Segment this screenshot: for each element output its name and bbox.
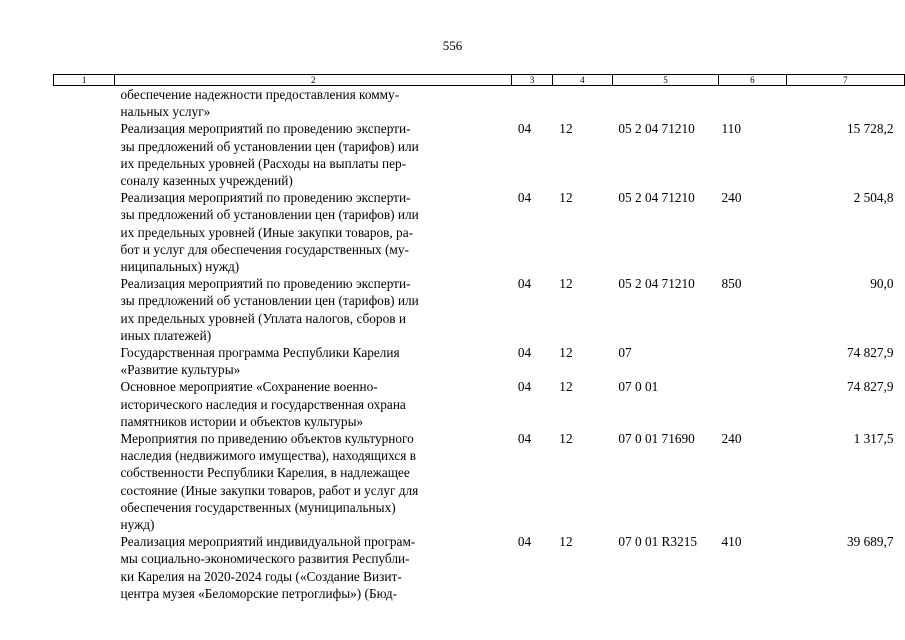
row-target-article: 07 0 01 71690: [618, 431, 695, 447]
description-line: их предельных уровней (Уплата налогов, сборов и: [120, 310, 406, 326]
description-line: центра музея «Беломорские петроглифы») (Бюд-: [120, 585, 398, 601]
row-amount: 74 827,9: [846, 345, 894, 361]
header-col-2: 2: [115, 75, 512, 86]
description-line: зы предложений об установлении цен (тарифов) или: [120, 293, 419, 309]
row-target-article: 07 0 01 R3215: [618, 534, 698, 550]
description-line: «Развитие культуры»: [120, 362, 241, 378]
page-number: 556: [442, 38, 463, 53]
table-row: [54, 120, 905, 189]
header-col-3: 3: [512, 75, 552, 86]
row-subsection: [552, 86, 612, 121]
description-line: собственности Республики Карелия, в надлежащее: [120, 465, 410, 481]
description-line: соналу казенных учреждений): [120, 173, 293, 189]
table-row: [54, 430, 905, 533]
row-subsection: 12: [559, 190, 573, 206]
row-amount: 39 689,7: [846, 534, 894, 550]
row-target-article: 05 2 04 71210: [618, 276, 695, 292]
row-subsection: 12: [559, 276, 573, 292]
description-line: ки Карелия на 2020-2024 годы («Создание Визит-: [120, 568, 402, 584]
description-line: ниципальных) нужд): [120, 259, 240, 275]
row-section: 04: [517, 190, 532, 206]
row-description: [54, 344, 512, 378]
row-expense-type: [719, 378, 787, 430]
row-section: 04: [517, 379, 532, 395]
row-target-article: 07 0 01: [618, 379, 659, 395]
description-line: Реализация мероприятий по проведению эксперти-: [120, 121, 411, 137]
row-section: 04: [517, 345, 532, 361]
row-description: [54, 120, 512, 189]
description-line: Основное мероприятие «Сохранение военно-: [120, 379, 378, 395]
row-section: 04: [517, 431, 532, 447]
description-line: зы предложений об установлении цен (тарифов) или: [120, 138, 419, 154]
row-description: [54, 275, 512, 344]
row-section: [512, 86, 552, 121]
description-line: нальных услуг»: [120, 104, 211, 120]
row-subsection: 12: [559, 345, 573, 361]
table-row: [54, 86, 905, 121]
description-line: обеспечение надежности предоставления комму-: [120, 87, 400, 102]
description-line: исторического наследия и государственная охрана: [120, 396, 406, 412]
row-subsection: 12: [559, 534, 573, 550]
description-line: бот и услуг для обеспечения государственных (му-: [120, 241, 409, 257]
table-row: [54, 378, 905, 430]
row-target-article: [612, 86, 718, 121]
description-line: мы социально-экономического развития Республи-: [120, 551, 410, 567]
row-description: [54, 533, 512, 602]
description-line: Реализация мероприятий по проведению эксперти-: [120, 190, 411, 206]
description-line: состояние (Иные закупки товаров, работ и услуг для: [120, 482, 419, 498]
row-expense-type: [719, 86, 787, 121]
description-line: памятников истории и объектов культуры»: [120, 413, 364, 429]
row-description: [54, 430, 512, 533]
row-expense-type: 110: [721, 121, 741, 137]
row-target-article: 05 2 04 71210: [618, 121, 695, 137]
header-col-4: 4: [552, 75, 612, 86]
description-line: Мероприятия по приведению объектов культурного: [120, 431, 414, 447]
description-line: наследия (недвижимого имущества), находящихся в: [120, 448, 416, 464]
description-line: Государственная программа Республики Карелия: [120, 345, 400, 361]
row-amount: 1 317,5: [853, 431, 894, 447]
row-amount: [786, 86, 904, 121]
description-line: обеспечения государственных (муниципальных): [120, 499, 396, 515]
row-expense-type: [719, 344, 787, 378]
description-line: их предельных уровней (Расходы на выплаты пер-: [120, 155, 407, 171]
row-amount: 74 827,9: [846, 379, 894, 395]
row-subsection: 12: [559, 121, 573, 137]
row-expense-type: 410: [721, 534, 742, 550]
row-target-article: 07: [618, 345, 632, 361]
row-description: [54, 86, 512, 121]
table-header: [54, 75, 905, 86]
description-line: Реализация мероприятий по проведению эксперти-: [120, 276, 411, 292]
row-description: [54, 189, 512, 275]
row-section: 04: [517, 534, 532, 550]
row-expense-type: 240: [721, 431, 742, 447]
row-subsection: 12: [559, 379, 573, 395]
description-line: зы предложений об установлении цен (тарифов) или: [120, 207, 419, 223]
row-amount: 15 728,2: [846, 121, 894, 137]
row-description: [54, 378, 512, 430]
description-line: их предельных уровней (Иные закупки товаров, ра-: [120, 224, 414, 240]
row-amount: 90,0: [870, 276, 894, 292]
row-section: 04: [517, 121, 532, 137]
row-target-article: 05 2 04 71210: [618, 190, 695, 206]
table-row: [54, 344, 905, 378]
header-col-5: 5: [612, 75, 718, 86]
row-expense-type: 850: [721, 276, 742, 292]
table-body: [54, 86, 905, 603]
row-amount: 2 504,8: [853, 190, 894, 206]
description-line: Реализация мероприятий индивидуальной програм-: [120, 534, 416, 550]
header-col-6: 6: [719, 75, 787, 86]
description-line: иных платежей): [120, 327, 212, 343]
description-line: нужд): [120, 517, 155, 533]
table-row: [54, 189, 905, 275]
table-row: [54, 275, 905, 344]
header-row: [54, 75, 905, 86]
row-section: 04: [517, 276, 532, 292]
budget-table: [53, 74, 905, 602]
row-expense-type: 240: [721, 190, 742, 206]
header-col-1: 1: [54, 75, 115, 86]
row-subsection: 12: [559, 431, 573, 447]
header-col-7: 7: [786, 75, 904, 86]
table-row: [54, 533, 905, 602]
